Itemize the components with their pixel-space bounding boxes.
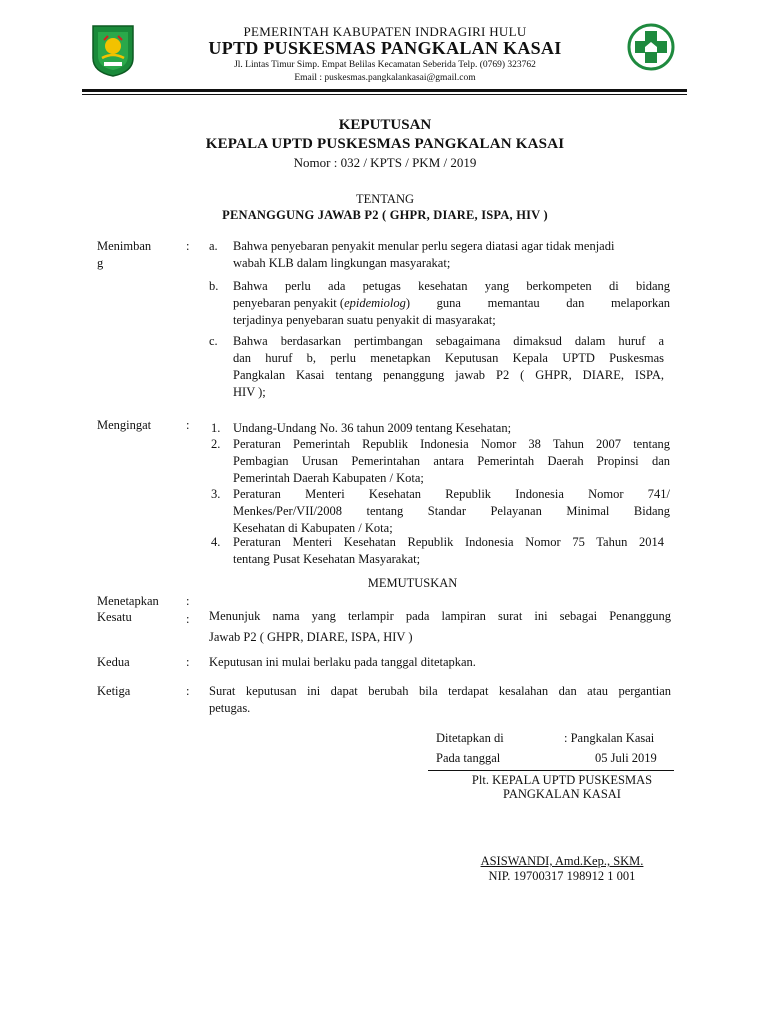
mengingat-1-line1: Undang-Undang No. 36 tahun 2009 tentang Kesehatan; bbox=[233, 421, 512, 435]
tanggal-value: 05 Juli 2019 bbox=[595, 751, 657, 765]
ditetapkan-label: Ditetapkan di bbox=[436, 731, 504, 745]
kedua-colon: : bbox=[186, 655, 190, 669]
menimbang-b-line3: terjadinya penyebaran suatu penyakit di masyarakat; bbox=[233, 313, 496, 327]
mengingat-marker-2: 2. bbox=[211, 437, 221, 451]
mengingat-2-line2: Pembagian Urusan Pemerintahan antara Pemerintah Daerah Propinsi dan bbox=[233, 454, 670, 468]
memutuskan-heading: MEMUTUSKAN bbox=[367, 576, 458, 590]
doc-subject: PENANGGUNG JAWAB P2 ( GHPR, DIARE, ISPA, HIV ) bbox=[222, 208, 548, 222]
menetapkan-label: Menetapkan bbox=[97, 594, 159, 608]
mengingat-marker-3: 3. bbox=[211, 487, 221, 501]
mengingat-3-line2: Menkes/Per/VII/2008 tentang Standar Pelayanan Minimal Bidang bbox=[233, 504, 670, 518]
kedua-label: Kedua bbox=[97, 655, 130, 669]
menimbang-colon: : bbox=[186, 239, 190, 253]
mengingat-2-line3: Pemerintah Daerah Kabupaten / Kota; bbox=[233, 471, 424, 485]
kop-email: Email : puskesmas.pangkalankasai@gmail.com bbox=[294, 73, 476, 83]
menimbang-marker-b: b. bbox=[209, 279, 219, 293]
doc-number: Nomor : 032 / KPTS / PKM / 2019 bbox=[293, 155, 477, 170]
menimbang-c-line1: Bahwa berdasarkan pertimbangan sebagaimana dimaksud dalam huruf a bbox=[233, 334, 664, 348]
menimbang-c-line4: HIV ); bbox=[233, 385, 266, 399]
ketiga-label: Ketiga bbox=[97, 684, 131, 698]
kesatu-line1: Menunjuk nama yang terlampir pada lampiran surat ini sebagai Penanggung bbox=[209, 609, 671, 623]
ketiga-line1: Surat keputusan ini dapat berubah bila terdapat kesalahan dan atau pergantian bbox=[209, 684, 671, 698]
menimbang-a-line2: wabah KLB dalam lingkungan masyarakat; bbox=[233, 256, 451, 270]
mengingat-marker-4: 4. bbox=[211, 535, 221, 549]
signature-divider bbox=[428, 770, 674, 771]
mengingat-3-line3: Kesehatan di Kabupaten / Kota; bbox=[233, 521, 393, 535]
kop-institution: UPTD PUSKESMAS PANGKALAN KASAI bbox=[208, 38, 562, 58]
menimbang-c-line3: Pangkalan Kasai tentang penanggung jawab P2 ( GHPR, DIARE, ISPA, bbox=[233, 368, 664, 382]
menimbang-c-line2: dan huruf b, perlu menetapkan Keputusan Kepala UPTD Puskesmas bbox=[233, 351, 664, 365]
signer-name: ASISWANDI, Amd.Kep., SKM. bbox=[480, 854, 644, 868]
menimbang-b-line2a: penyebaran penyakit ( bbox=[233, 296, 345, 310]
menimbang-b-line1: Bahwa perlu ada petugas kesehatan yang berkompeten di bidang bbox=[233, 279, 670, 293]
menimbang-label-1: Menimban bbox=[97, 239, 152, 253]
kop-rule-thin bbox=[82, 94, 687, 95]
tentang-heading: TENTANG bbox=[355, 192, 414, 206]
menimbang-label-2: g bbox=[97, 256, 104, 270]
kesatu-line2: Jawab P2 ( GHPR, DIARE, ISPA, HIV ) bbox=[209, 630, 413, 644]
ketiga-line2: petugas. bbox=[209, 701, 251, 715]
puskesmas-logo bbox=[626, 22, 676, 72]
position-line1: Plt. KEPALA UPTD PUSKESMAS bbox=[471, 773, 653, 787]
kabupaten-logo bbox=[90, 24, 136, 78]
mengingat-3-line1: Peraturan Menteri Kesehatan Republik Indonesia Nomor 741/ bbox=[233, 487, 670, 501]
signer-nip: NIP. 19700317 198912 1 001 bbox=[488, 869, 636, 883]
mengingat-2-line1: Peraturan Pemerintah Republik Indonesia Nomor 38 Tahun 2007 tentang bbox=[233, 437, 670, 451]
menimbang-marker-c: c. bbox=[209, 334, 218, 348]
kesatu-label: Kesatu bbox=[97, 610, 132, 624]
menimbang-marker-a: a. bbox=[209, 239, 218, 253]
doc-title: KEPUTUSAN bbox=[338, 117, 432, 133]
menimbang-a-line1: Bahwa penyebaran penyakit menular perlu segera diatasi agar tidak menjadi bbox=[233, 239, 615, 253]
ketiga-colon: : bbox=[186, 684, 190, 698]
menimbang-b-italic: epidemiolog bbox=[344, 296, 406, 310]
mengingat-colon: : bbox=[186, 418, 190, 432]
menimbang-b-line2 bbox=[233, 295, 670, 312]
kedua-line1: Keputusan ini mulai berlaku pada tanggal ditetapkan. bbox=[209, 655, 476, 669]
kop-rule-thick bbox=[82, 89, 687, 92]
doc-issuer: KEPALA UPTD PUSKESMAS PANGKALAN KASAI bbox=[205, 136, 565, 152]
kesatu-colon: : bbox=[186, 612, 190, 626]
tanggal-label: Pada tanggal bbox=[436, 751, 501, 765]
menetapkan-colon: : bbox=[186, 594, 190, 608]
kop-government: PEMERINTAH KABUPATEN INDRAGIRI HULU bbox=[243, 24, 527, 39]
menimbang-b-line2b: ) guna memantau dan melaporkan bbox=[405, 296, 670, 310]
mengingat-4-line1: Peraturan Menteri Kesehatan Republik Indonesia Nomor 75 Tahun 2014 bbox=[233, 535, 664, 549]
position-line2: PANGKALAN KASAI bbox=[503, 787, 621, 801]
mengingat-4-line2: tentang Pusat Kesehatan Masyarakat; bbox=[233, 552, 421, 566]
ditetapkan-value: : Pangkalan Kasai bbox=[564, 731, 655, 745]
mengingat-marker-1: 1. bbox=[211, 421, 221, 435]
mengingat-label: Mengingat bbox=[97, 418, 152, 432]
kop-address: Jl. Lintas Timur Simp. Empat Belilas Kecamatan Seberida Telp. (0769) 323762 bbox=[234, 60, 536, 70]
